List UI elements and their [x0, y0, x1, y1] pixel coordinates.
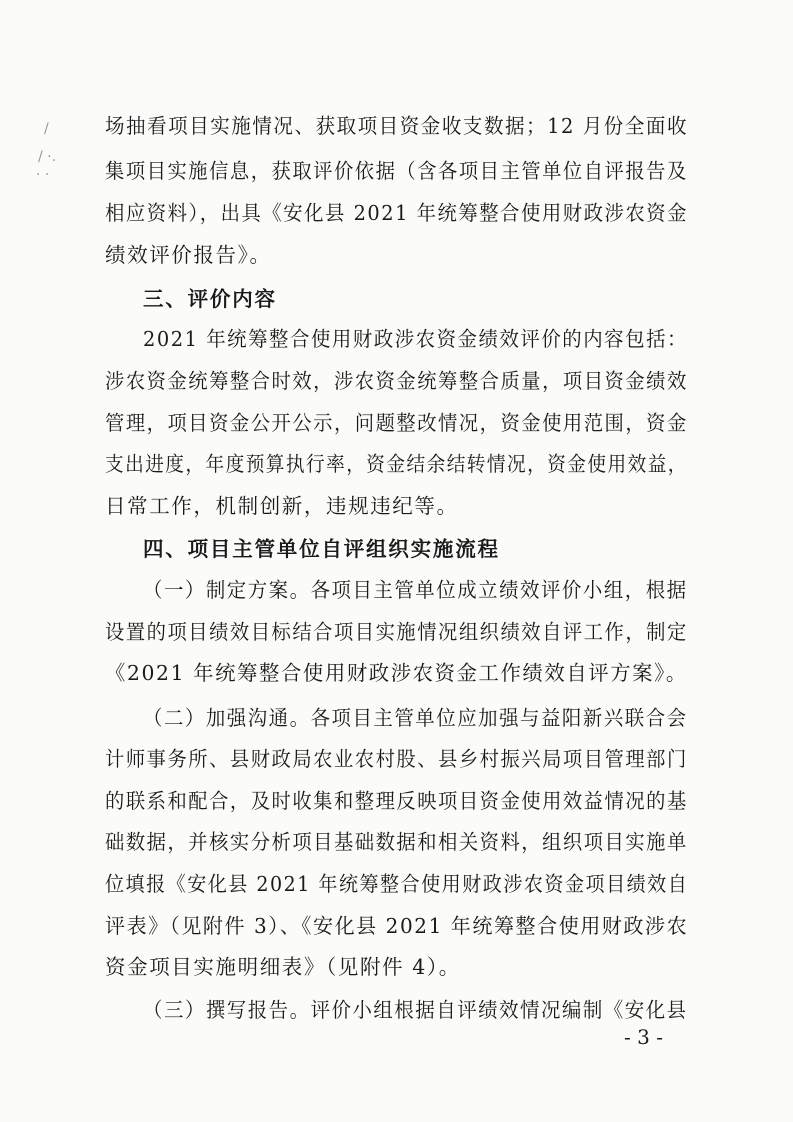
line-14: 《2021 年统筹整合使用财政涉农资金工作绩效自评方案》。 — [105, 661, 688, 685]
line-20: 评表》（见附件 3）、《安化县 2021 年统筹整合使用财政涉农 — [105, 914, 689, 938]
line-3: 相应资料），出具《安化县 2021 年统筹整合使用财政涉农资金 — [105, 201, 689, 225]
page-number: - 3 - — [624, 1025, 663, 1049]
line-9: 支出进度，年度预算执行率，资金结余结转情况，资金使用效益， — [105, 452, 688, 476]
line-4: 绩效评价报告》。 — [105, 243, 272, 267]
line-13: 设置的项目绩效目标结合项目实施情况组织绩效自评工作，制定 — [105, 620, 688, 644]
section-heading-self-evaluation-process: 四、项目主管单位自评组织实施流程 — [143, 537, 500, 561]
line-19: 位填报《安化县 2021 年统筹整合使用财政涉农资金项目绩效自 — [105, 872, 689, 896]
line-10: 日常工作，机制创新，违规违纪等。 — [105, 494, 459, 518]
line-6: 2021 年统筹整合使用财政涉农资金绩效评价的内容包括： — [143, 327, 688, 351]
line-1: 场抽看项目实施情况、获取项目资金收支数据；12 月份全面收 — [105, 114, 688, 138]
line-12: （一）制定方案。各项目主管单位成立绩效评价小组，根据 — [143, 578, 688, 602]
line-16: 计师事务所、县财政局农业农村股、县乡村振兴局项目管理部门 — [105, 747, 688, 771]
line-17: 的联系和配合，及时收集和整理反映项目资金使用效益情况的基 — [105, 789, 688, 813]
line-21: 资金项目实施明细表》（见附件 4）。 — [105, 955, 461, 979]
line-8: 管理，项目资金公开公示，问题整改情况，资金使用范围，资金 — [105, 411, 688, 435]
scan-mark-2: / ·. — [38, 149, 57, 165]
line-2: 集项目实施信息，获取评价依据（含各项目主管单位自评报告及 — [105, 159, 688, 183]
line-18: 础数据，并核实分析项目基础数据和相关资料，组织项目实施单 — [105, 830, 688, 854]
line-15: （二）加强沟通。各项目主管单位应加强与益阳新兴联合会 — [143, 706, 688, 730]
section-heading-evaluation-content: 三、评价内容 — [143, 287, 277, 311]
line-7: 涉农资金统筹整合时效，涉农资金统筹整合质量，项目资金绩效 — [105, 369, 688, 393]
line-22: （三）撰写报告。评价小组根据自评绩效情况编制《安化县 — [143, 998, 688, 1022]
scan-mark-1: / — [44, 121, 49, 137]
scan-mark-3: · · — [36, 167, 50, 183]
